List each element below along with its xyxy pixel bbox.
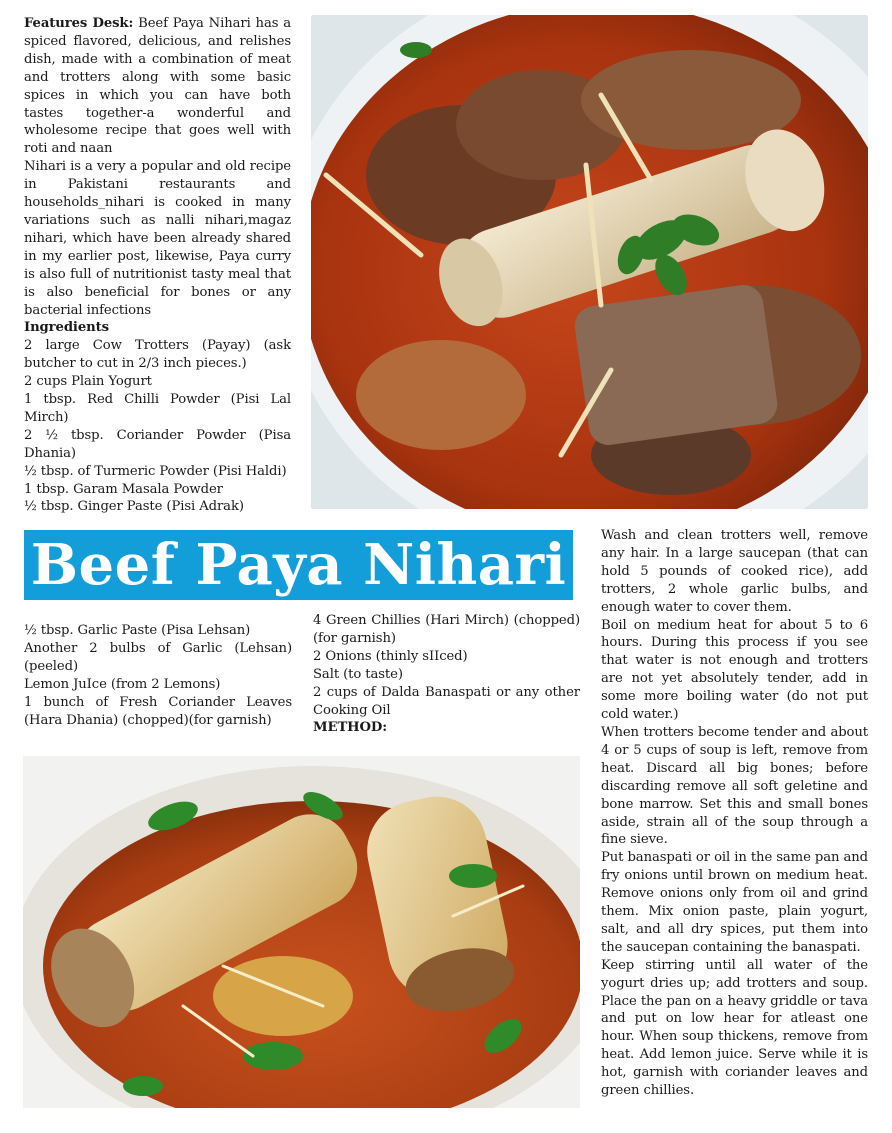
article-title-banner: Beef Paya Nihari	[24, 530, 573, 600]
intro-text: Beef Paya Nihari has a spiced flavored, delicious, and relishes dish, made with a combination of meat and trotters along with some basic spices in which you can have both tastes together-a wonderful and wholesome recipe that goes well with roti and naan	[24, 16, 292, 157]
ingredient-item: Another 2 bulbs of Garlic (Lehsan) (peeled)	[24, 640, 292, 674]
ingredient-item: ½ tbsp. Ginger Paste (Pisi Adrak)	[24, 499, 244, 515]
ingredients-column-2	[24, 622, 292, 729]
method-step: When trotters become tender and about 4 or 5 cups of soup is left, remove from heat. Discard all big bones; before discarding remove all soft geletine and bone marrow. Set this and small bones aside, strain all of the soup through a fine sieve.	[601, 724, 868, 848]
ingredient-item: 1 bunch of Fresh Coriander Leaves (Hara Dhania) (chopped)(for garnish)	[24, 694, 292, 728]
ingredient-item: ½ tbsp. Garlic Paste (Pisa Lehsan)	[24, 623, 251, 638]
ingredient-item: 2 cups Plain Yogurt	[24, 374, 152, 390]
ingredient-item: Lemon JuIce (from 2 Lemons)	[24, 676, 221, 692]
ingredient-item: 1 tbsp. Garam Masala Powder	[24, 481, 223, 497]
intro-label: Features Desk:	[24, 16, 134, 31]
ingredient-item: 2 Onions (thinly sIIced)	[313, 648, 468, 664]
method-step: Wash and clean trotters well, remove any hair. In a large saucepan (that can hold 5 pounds of cooked rice), add trotters, 2 whole garlic bulbs, and enough water to cover them.	[601, 528, 868, 615]
method-column	[601, 527, 868, 1100]
method-step: Boil on medium heat for about 5 to 6 hours. During this process if you see that water is not enough and trotters are not yet absolutely tender, add in some more boiling water (do not put cold water.)	[601, 617, 868, 723]
ingredients-heading: Ingredients	[24, 320, 109, 336]
ingredient-item: ½ tbsp. of Turmeric Powder (Pisi Haldi)	[24, 463, 287, 479]
nihari-bowl-image	[311, 15, 868, 509]
ingredient-item: 1 tbsp. Red Chilli Powder (Pisi Lal Mirch)	[24, 392, 291, 425]
bottom-dish-photo	[23, 756, 580, 1108]
ingredient-item: 4 Green Chillies (Hari Mirch) (chopped) (for garnish)	[313, 613, 580, 646]
method-heading: METHOD:	[313, 720, 388, 736]
method-step: Put banaspati or oil in the same pan and fry onions until brown on medium heat. Remove onions only from oil and grind them. Mix onion paste, plain yogurt, salt, and all dry spices, put them into the saucepan containing the banaspati.	[601, 850, 868, 955]
intro-column	[24, 15, 291, 516]
ingredients-column-3	[313, 612, 580, 737]
ingredient-item: 2 cups of Dalda Banaspati or any other Cooking Oil	[313, 684, 580, 718]
intro-paragraph-2: Nihari is a very a popular and old recipe in Pakistani restaurants and households_nihari is cooked in many variations such as nalli nihari,magaz nihari, which have been already shared in my earlier post, likewise, Paya curry is also full of nutritionist tasty meal that is also beneficial for bones or any bacterial infections	[24, 159, 291, 318]
top-dish-photo	[311, 15, 868, 509]
nihari-plate-image	[23, 756, 580, 1108]
ingredient-item: 2 large Cow Trotters (Payay) (ask butcher to cut in 2/3 inch pieces.)	[24, 338, 291, 372]
ingredient-item: 2 ½ tbsp. Coriander Powder (Pisa Dhania)	[24, 427, 291, 461]
ingredient-item: Salt (to taste)	[313, 666, 403, 682]
method-step: Keep stirring until all water of the yogurt dries up; add trotters and soup. Place the pan on a heavy griddle or tava and put on low hear for atleast one hour. When soup thickens, remove from heat. Add lemon juice. Serve while it is hot, garnish with coriander leaves and green chillies.	[601, 957, 868, 1099]
intro-paragraph	[24, 15, 291, 158]
